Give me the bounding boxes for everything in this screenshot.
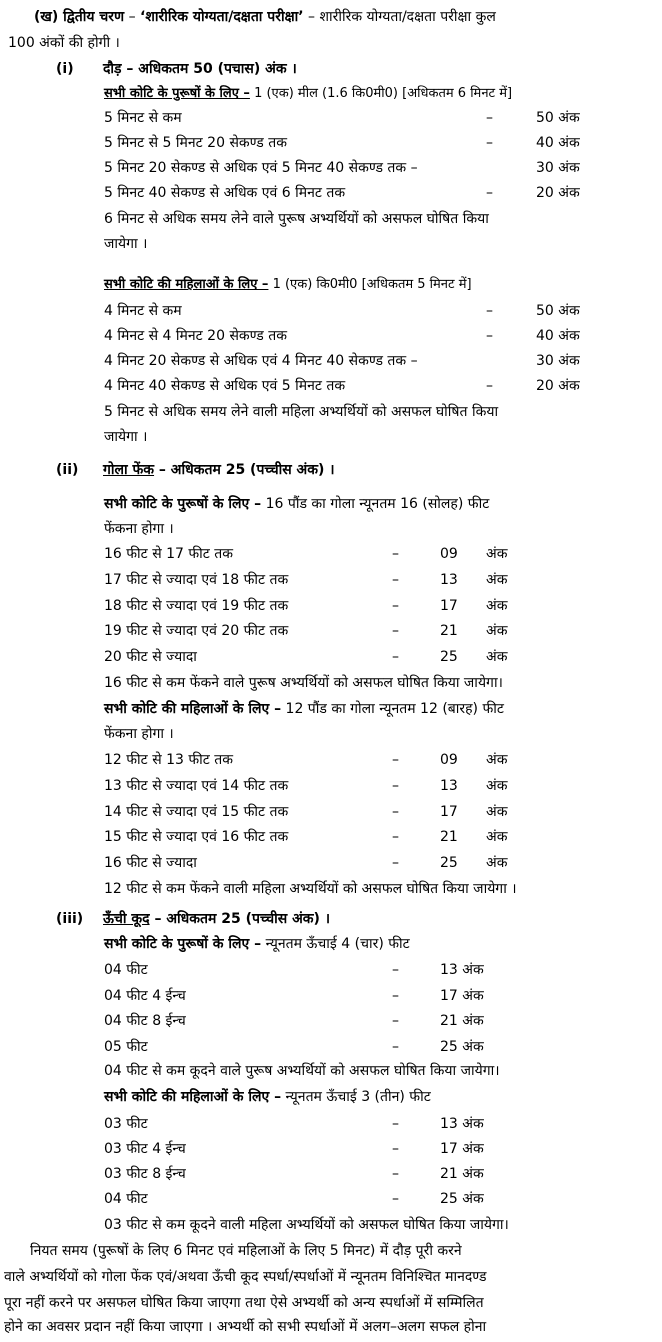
shot-men-row-num: 09	[440, 546, 458, 562]
shot-men-row-desc: 17 फीट से ज्यादा एवं 18 फीट तक	[104, 572, 289, 588]
shot-women-row-desc: 13 फीट से ज्यादा एवं 14 फीट तक	[104, 778, 289, 794]
jump-men-row-marks: 17 अंक	[440, 988, 484, 1004]
jump-women-row-marks: 17 अंक	[440, 1141, 484, 1157]
shot-title-rest: – अधिकतम 25 (पच्चीस अंक) ।	[154, 462, 335, 478]
run-women-row-dash: –	[486, 303, 493, 319]
shot-men-row-desc: 19 फीट से ज्यादा एवं 20 फीट तक	[104, 623, 289, 639]
shot-women-row-num: 09	[440, 752, 458, 768]
jump-women-criteria: न्यूनतम ऊँचाई 3 (तीन) फीट	[281, 1089, 431, 1105]
jump-men-row-desc: 04 फीट 8 ईन्च	[104, 1013, 186, 1029]
run-men-criteria: 1 (एक) मील (1.6 कि0मी0) [अधिकतम 6 मिनट में]	[249, 86, 513, 101]
shot-men-row-dash: –	[392, 623, 399, 639]
shot-women-row-dash: –	[392, 855, 399, 871]
run-men-header	[104, 85, 512, 103]
shot-men-row-num: 21	[440, 623, 458, 639]
shot-men-row-desc: 20 फीट से ज्यादा	[104, 649, 197, 665]
run-men-row-desc: 5 मिनट से 5 मिनट 20 सेकण्ड तक	[104, 135, 287, 151]
shot-men-row-unit: अंक	[486, 598, 508, 614]
run-title: दौड़ – अधिकतम 50 (पचास) अंक ।	[103, 61, 297, 77]
run-women-fail: 5 मिनट से अधिक समय लेने वाली महिला अभ्यर्थियों को असफल घोषित किया	[104, 404, 499, 420]
run-women-fail-cont: जायेगा ।	[104, 429, 148, 445]
shot-title	[103, 461, 335, 479]
run-men-row-dash: –	[486, 135, 493, 151]
run-women-row-marks: 20 अंक	[536, 378, 580, 394]
jump-women-fail: 03 फीट से कम कूदने वाली महिला अभ्यर्थियों को असफल घोषित किया जायेगा।	[104, 1217, 509, 1233]
shot-men-header	[104, 495, 489, 513]
shot-women-row-unit: अंक	[486, 855, 508, 871]
jump-men-label: सभी कोटि के पुरूषों के लिए –	[104, 936, 262, 952]
shot-men-row-dash: –	[392, 649, 399, 665]
jump-women-row-dash: –	[392, 1191, 399, 1207]
run-women-header	[104, 276, 472, 294]
run-men-row-marks: 40 अंक	[536, 135, 580, 151]
jump-men-row-dash: –	[392, 988, 399, 1004]
shot-title-main: गोला फेंक	[103, 462, 155, 478]
shot-women-label: सभी कोटि की महिलाओं के लिए –	[104, 701, 282, 717]
jump-men-fail: 04 फीट से कम कूदने वाले पुरूष अभ्यर्थियों को असफल घोषित किया जायेगा।	[104, 1063, 500, 1079]
heading-dash: –	[124, 9, 141, 25]
run-men-row-desc: 5 मिनट 20 सेकण्ड से अधिक एवं 5 मिनट 40 सेकण्ड तक –	[104, 160, 418, 176]
shot-men-row-unit: अंक	[486, 572, 508, 588]
run-number: (i)	[56, 61, 74, 77]
shot-men-row-unit: अंक	[486, 623, 508, 639]
shot-women-row-desc: 14 फीट से ज्यादा एवं 15 फीट तक	[104, 804, 289, 820]
run-women-row-dash: –	[486, 378, 493, 394]
shot-men-row-unit: अंक	[486, 546, 508, 562]
footer-line: नियत समय (पुरूषों के लिए 6 मिनट एवं महिलाओं के लिए 5 मिनट) में दौड़ पूरी करने	[30, 1243, 462, 1259]
jump-women-row-marks: 13 अंक	[440, 1116, 484, 1132]
run-men-row-dash: –	[486, 185, 493, 201]
jump-men-header	[104, 935, 410, 953]
jump-women-row-desc: 03 फीट 4 ईन्च	[104, 1141, 186, 1157]
run-men-label: सभी कोटि के पुरूषों के लिए –	[104, 86, 250, 101]
run-men-row-marks: 30 अंक	[536, 160, 580, 176]
run-women-criteria: 1 (एक) कि0मी0 [अधिकतम 5 मिनट में]	[268, 277, 472, 292]
jump-women-row-dash: –	[392, 1141, 399, 1157]
jump-men-row-marks: 25 अंक	[440, 1039, 484, 1055]
run-men-row-desc: 5 मिनट 40 सेकण्ड से अधिक एवं 6 मिनट तक	[104, 185, 346, 201]
jump-women-row-marks: 25 अंक	[440, 1191, 484, 1207]
shot-women-criteria: 12 पौंड का गोला न्यूनतम 12 (बारह) फीट	[281, 701, 504, 717]
jump-number: (iii)	[56, 911, 84, 927]
shot-women-row-dash: –	[392, 829, 399, 845]
shot-women-criteria-cont: फेंकना होगा ।	[104, 726, 174, 742]
footer-line: होने का अवसर प्रदान नहीं किया जाएगा । अभ्यर्थी को सभी स्पर्धाओं में अलग–अलग सफल होना	[4, 1319, 487, 1335]
run-women-row-desc: 4 मिनट से कम	[104, 303, 182, 319]
shot-women-fail: 12 फीट से कम फेंकने वाली महिला अभ्यर्थियों को असफल घोषित किया जायेगा ।	[104, 881, 517, 897]
run-men-fail: 6 मिनट से अधिक समय लेने वाले पुरूष अभ्यर्थियों को असफल घोषित किया	[104, 211, 489, 227]
shot-men-row-desc: 18 फीट से ज्यादा एवं 19 फीट तक	[104, 598, 289, 614]
jump-men-row-marks: 13 अंक	[440, 962, 484, 978]
footer-line: पूरा नहीं करने पर असफल घोषित किया जाएगा तथा ऐसे अभ्यर्थी को अन्य स्पर्धाओं में सम्मिलित	[4, 1295, 484, 1311]
jump-men-row-dash: –	[392, 962, 399, 978]
run-men-row-marks: 20 अंक	[536, 185, 580, 201]
shot-women-row-desc: 15 फीट से ज्यादा एवं 16 फीट तक	[104, 829, 289, 845]
heading-line2: 100 अंकों की होगी ।	[8, 35, 120, 51]
shot-women-row-num: 17	[440, 804, 458, 820]
heading-rest: – शारीरिक योग्यता/दक्षता परीक्षा कुल	[303, 9, 496, 25]
shot-men-fail: 16 फीट से कम फेंकने वाले पुरूष अभ्यर्थियों को असफल घोषित किया जायेगा।	[104, 675, 503, 691]
jump-men-row-desc: 05 फीट	[104, 1039, 148, 1055]
shot-women-row-num: 13	[440, 778, 458, 794]
jump-men-row-desc: 04 फीट 4 ईन्च	[104, 988, 186, 1004]
shot-number: (ii)	[56, 462, 79, 478]
shot-women-header	[104, 700, 504, 718]
shot-men-criteria: 16 पौंड का गोला न्यूनतम 16 (सोलह) फीट	[261, 496, 490, 512]
run-women-row-dash: –	[486, 328, 493, 344]
shot-men-row-dash: –	[392, 598, 399, 614]
run-women-label: सभी कोटि की महिलाओं के लिए –	[104, 277, 269, 292]
jump-men-row-marks: 21 अंक	[440, 1013, 484, 1029]
jump-men-row-dash: –	[392, 1039, 399, 1055]
shot-women-row-num: 21	[440, 829, 458, 845]
run-men-row-dash: –	[486, 110, 493, 126]
run-men-row-desc: 5 मिनट से कम	[104, 110, 182, 126]
run-women-row-desc: 4 मिनट से 4 मिनट 20 सेकण्ड तक	[104, 328, 287, 344]
heading-quoted: ‘शारीरिक योग्यता/दक्षता परीक्षा’	[140, 9, 304, 25]
jump-women-row-desc: 03 फीट 8 ईन्च	[104, 1166, 186, 1182]
shot-women-row-unit: अंक	[486, 752, 508, 768]
shot-women-row-desc: 12 फीट से 13 फीट तक	[104, 752, 234, 768]
run-men-row-marks: 50 अंक	[536, 110, 580, 126]
shot-women-row-desc: 16 फीट से ज्यादा	[104, 855, 197, 871]
section-heading	[34, 8, 496, 26]
shot-men-row-num: 25	[440, 649, 458, 665]
shot-men-row-unit: अंक	[486, 649, 508, 665]
shot-women-row-num: 25	[440, 855, 458, 871]
jump-title	[103, 910, 330, 928]
shot-men-row-num: 17	[440, 598, 458, 614]
jump-title-rest: – अधिकतम 25 (पच्चीस अंक) ।	[149, 911, 331, 927]
shot-women-row-dash: –	[392, 804, 399, 820]
run-women-row-marks: 50 अंक	[536, 303, 580, 319]
shot-men-row-desc: 16 फीट से 17 फीट तक	[104, 546, 234, 562]
jump-women-label: सभी कोटि की महिलाओं के लिए –	[104, 1089, 282, 1105]
jump-women-header	[104, 1088, 431, 1106]
jump-men-row-desc: 04 फीट	[104, 962, 148, 978]
run-women-row-desc: 4 मिनट 20 सेकण्ड से अधिक एवं 4 मिनट 40 सेकण्ड तक –	[104, 353, 418, 369]
shot-women-row-dash: –	[392, 778, 399, 794]
jump-men-criteria: न्यूनतम ऊँचाई 4 (चार) फीट	[261, 936, 410, 952]
shot-women-row-dash: –	[392, 752, 399, 768]
jump-women-row-marks: 21 अंक	[440, 1166, 484, 1182]
run-women-row-desc: 4 मिनट 40 सेकण्ड से अधिक एवं 5 मिनट तक	[104, 378, 346, 394]
shot-men-label: सभी कोटि के पुरूषों के लिए –	[104, 496, 262, 512]
run-women-row-marks: 40 अंक	[536, 328, 580, 344]
shot-men-row-dash: –	[392, 572, 399, 588]
heading-prefix: (ख) द्वितीय चरण	[34, 9, 125, 25]
jump-women-row-desc: 04 फीट	[104, 1191, 148, 1207]
run-women-row-marks: 30 अंक	[536, 353, 580, 369]
shot-women-row-unit: अंक	[486, 778, 508, 794]
run-men-fail-cont: जायेगा ।	[104, 236, 148, 252]
shot-men-criteria-cont: फेंकना होगा ।	[104, 521, 174, 537]
jump-men-row-dash: –	[392, 1013, 399, 1029]
jump-women-row-desc: 03 फीट	[104, 1116, 148, 1132]
shot-men-row-num: 13	[440, 572, 458, 588]
footer-line: वाले अभ्यर्थियों को गोला फेंक एवं/अथवा ऊँची कूद स्पर्धा/स्पर्धाओं में न्यूनतम विनिश्चित मानदण्ड	[4, 1269, 487, 1285]
shot-men-row-dash: –	[392, 546, 399, 562]
jump-women-row-dash: –	[392, 1166, 399, 1182]
shot-women-row-unit: अंक	[486, 804, 508, 820]
jump-women-row-dash: –	[392, 1116, 399, 1132]
shot-women-row-unit: अंक	[486, 829, 508, 845]
jump-title-main: ऊँची कूद	[103, 911, 150, 927]
